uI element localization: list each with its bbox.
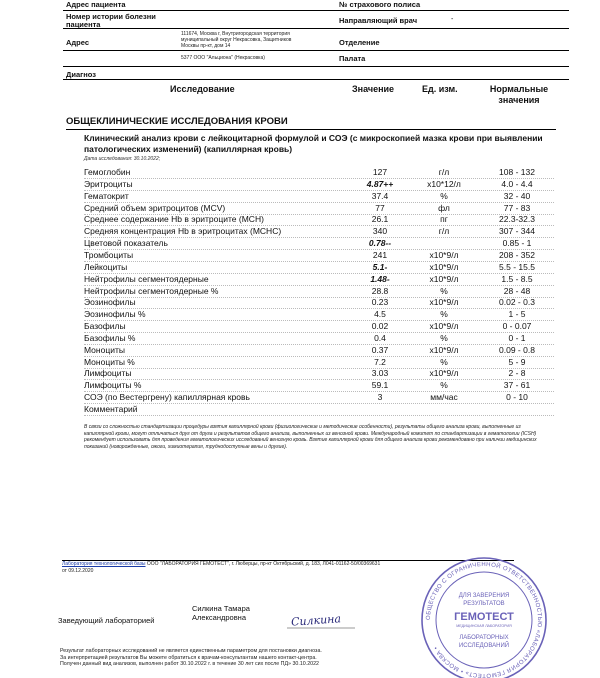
table-row bbox=[84, 250, 554, 262]
head-name-line2: Александровна bbox=[192, 613, 246, 622]
result-ref: 1.5 - 8.5 bbox=[501, 273, 533, 284]
table-row bbox=[84, 297, 554, 309]
lab-date: от 09.12.2020 bbox=[62, 567, 94, 574]
lab-stamp bbox=[419, 555, 549, 678]
result-ref: 4.0 - 4.4 bbox=[501, 178, 533, 189]
result-name: Гемоглобин bbox=[84, 167, 131, 177]
result-ref: 307 - 344 bbox=[499, 226, 535, 237]
result-name: Тромбоциты bbox=[84, 249, 134, 260]
result-ref: 28 - 48 bbox=[503, 285, 531, 296]
result-unit: x10*9/л bbox=[429, 261, 459, 272]
result-name: Базофилы bbox=[84, 321, 126, 332]
result-ref: 5.5 - 15.5 bbox=[499, 261, 535, 272]
header-row-ward bbox=[63, 50, 569, 65]
result-name: Базофилы % bbox=[84, 332, 136, 343]
result-unit: % bbox=[440, 309, 448, 320]
table-row bbox=[84, 262, 554, 274]
result-ref: 77 - 83 bbox=[503, 202, 531, 213]
stamp-brand-sub: МЕДИЦИНСКАЯ ЛАБОРАТОРИЯ bbox=[456, 624, 512, 628]
result-unit: x10*9/л bbox=[429, 273, 459, 284]
result-value: 26.1 bbox=[371, 214, 389, 225]
table-row bbox=[84, 321, 554, 333]
result-unit: фл bbox=[438, 202, 450, 213]
bottom-line-3: Получен данный вид анализов, выполнен работ 30.10.2022 г. в течение 30 лет сих после ПД» 30.10.2022 bbox=[60, 661, 319, 668]
result-value: 0.02 bbox=[371, 321, 389, 332]
result-value: 5.1- bbox=[372, 261, 388, 272]
bottom-line-2: За интерпретацией результатов Вы можете обратиться к врачам-консультантам нашего контакт-центра. bbox=[60, 654, 317, 661]
result-name: Средняя концентрация Hb в эритроцитах (MCHC) bbox=[84, 226, 282, 237]
result-ref: 0 - 1 bbox=[508, 332, 526, 343]
bottom-line-1: Результат лабораторных исследований не является единственным параметром для постановки диагноза. bbox=[60, 648, 322, 654]
result-ref: 1 - 5 bbox=[508, 309, 526, 320]
address-label: Адрес bbox=[66, 38, 90, 47]
result-unit: г/л bbox=[438, 226, 450, 237]
table-row bbox=[84, 238, 554, 250]
result-name: Эозинофилы bbox=[84, 297, 136, 308]
diagnosis-label: Диагноз bbox=[66, 70, 96, 79]
result-unit: % bbox=[440, 285, 448, 296]
result-unit: x10*9/л bbox=[429, 249, 459, 260]
table-row bbox=[84, 368, 554, 380]
stamp-top-text: ДЛЯ ЗАВЕРЕНИЯ bbox=[458, 593, 510, 599]
table-row bbox=[84, 404, 554, 416]
stamp-top-text2: РЕЗУЛЬТАТОВ bbox=[463, 601, 505, 607]
bottom-disclaimer bbox=[60, 648, 430, 668]
signature-handwriting: Силкина bbox=[290, 612, 342, 629]
result-ref: 2 - 8 bbox=[508, 368, 526, 379]
clinic-value: 5377 ООО "Альциона" (Некрасовка) bbox=[181, 55, 265, 61]
col-test: Исследование bbox=[170, 84, 235, 94]
result-value: 3 bbox=[377, 392, 383, 403]
head-name-line1: Силкина Тамара bbox=[192, 604, 250, 613]
address-line-3: Москвы пр-кт, дом 14 bbox=[181, 43, 231, 49]
result-name: Нейтрофилы сегментоядерные % bbox=[84, 285, 219, 296]
result-value: 28.8 bbox=[371, 285, 389, 296]
table-row bbox=[84, 392, 554, 404]
lab-text: ООО "ЛАБОРАТОРИЯ ГЕМОТЕСТ", г. Люберцы, пр-кт Октябрьский, д. 183, Л041-01162-50/00369631 bbox=[146, 561, 381, 567]
address-line-1: 111674, Москва г, Внутригородская территория bbox=[181, 31, 290, 37]
table-row bbox=[84, 274, 554, 286]
result-value: 4.5 bbox=[374, 309, 386, 320]
result-unit: пг bbox=[440, 214, 448, 225]
result-ref: 22.3-32.3 bbox=[499, 214, 535, 225]
result-value: 241 bbox=[372, 249, 388, 260]
stamp-bottom-text2: ИССЛЕДОВАНИЙ bbox=[458, 643, 510, 649]
result-name: Средний объем эритроцитов (MCV) bbox=[84, 202, 226, 213]
result-unit: x10*9/л bbox=[429, 344, 459, 355]
capillary-note: В связи со сложностью стандартизации процедуры взятия капиллярной крови (физиологические и методические особенности), результаты общего анализа крови, выполненные из капиллярной крови, могут отличаться друг от друга и результатов общего анализа, выполненных из венозной крови. Международный комитет по стандартизации в гематологии (ICSH) рекомендует использовать для проведения гематологических исследований венозную кровь. Взятие капиллярной крови для общего анализа крови рекомендовано при наличии медицинских показаний (новорожденные, ожоги, химиотерапия, труднодоступные вены и другие). bbox=[84, 424, 537, 450]
header-row-history bbox=[63, 10, 569, 28]
policy-label: № страхового полиса bbox=[339, 0, 421, 9]
section-title: ОБЩЕКЛИНИЧЕСКИЕ ИССЛЕДОВАНИЯ КРОВИ bbox=[66, 116, 556, 130]
stamp-ring-text: ОБЩЕСТВО С ОГРАНИЧЕННОЙ ОТВЕТСТВЕННОСТЬЮ «ЛАБОРАТОРИЯ ГЕМОТЕСТ» • МОСКВА • bbox=[425, 561, 543, 678]
result-unit: x10*12/л bbox=[427, 178, 461, 189]
head-name bbox=[192, 604, 250, 622]
result-value: 37.4 bbox=[371, 190, 389, 201]
result-name: Эритроциты bbox=[84, 178, 133, 189]
result-unit: x10*9/л bbox=[429, 297, 459, 308]
header-row-address bbox=[63, 0, 569, 10]
table-row bbox=[84, 214, 554, 226]
result-name: Моноциты % bbox=[84, 356, 135, 367]
result-unit: % bbox=[440, 332, 448, 343]
result-ref: 208 - 352 bbox=[499, 249, 535, 260]
doctor-value: - bbox=[451, 16, 454, 23]
table-row bbox=[84, 333, 554, 345]
result-name: Лейкоциты bbox=[84, 261, 128, 272]
result-ref: 0 - 10 bbox=[506, 392, 528, 403]
lab-link[interactable]: Лаборатория технологической базы bbox=[62, 561, 146, 567]
table-row bbox=[84, 380, 554, 392]
header-row-address2 bbox=[63, 28, 569, 50]
table-row bbox=[84, 309, 554, 321]
result-value: 59.1 bbox=[371, 380, 389, 391]
result-value: 77 bbox=[375, 202, 385, 213]
result-value: 340 bbox=[372, 226, 388, 237]
result-value: 127 bbox=[372, 167, 388, 177]
result-name: Среднее содержание Hb в эритроците (MCH) bbox=[84, 214, 264, 225]
result-value: 0.37 bbox=[371, 344, 389, 355]
col-ref bbox=[484, 84, 554, 106]
result-name: Эозинофилы % bbox=[84, 309, 146, 320]
result-ref: 0.85 - 1 bbox=[502, 238, 532, 249]
result-unit: % bbox=[440, 356, 448, 367]
result-value: 0.23 bbox=[371, 297, 389, 308]
result-name: Цветовой показатель bbox=[84, 238, 168, 249]
ward-label: Палата bbox=[339, 54, 366, 63]
table-row bbox=[84, 179, 554, 191]
result-ref: 108 - 132 bbox=[499, 167, 535, 177]
table-row bbox=[84, 357, 554, 369]
table-row bbox=[84, 226, 554, 238]
table-row bbox=[84, 286, 554, 298]
header-row-diagnosis bbox=[63, 66, 569, 80]
col-ref-line1: Нормальные bbox=[489, 84, 549, 94]
result-value: 4.87++ bbox=[366, 178, 394, 189]
table-row bbox=[84, 203, 554, 215]
result-value: 0.78-- bbox=[368, 238, 392, 249]
result-name: Моноциты bbox=[84, 344, 125, 355]
signature-image bbox=[285, 606, 357, 632]
stamp-brand: ГЕМОТЕСТ bbox=[454, 611, 514, 623]
result-value: 7.2 bbox=[374, 356, 386, 367]
result-value: 3.03 bbox=[371, 368, 389, 379]
head-role: Заведующий лабораторией bbox=[58, 616, 155, 625]
result-unit: г/л bbox=[438, 167, 450, 177]
table-row bbox=[84, 345, 554, 357]
test-subtitle: Клинический анализ крови с лейкоцитарной формулой и СОЭ (с микроскопией мазка крови при выявлении патологических изменений) (капиллярная кровь) bbox=[84, 133, 543, 154]
result-name: Комментарий bbox=[84, 404, 138, 414]
result-ref: 5 - 9 bbox=[508, 356, 526, 367]
col-unit: Ед. изм. bbox=[422, 84, 458, 94]
result-ref: 0.09 - 0.8 bbox=[499, 344, 535, 355]
history-label: Номер истории болезни пациента bbox=[66, 12, 156, 29]
department-label: Отделение bbox=[339, 38, 380, 47]
result-unit: x10*9/л bbox=[429, 368, 459, 379]
result-name: Лимфоциты bbox=[84, 368, 132, 379]
result-unit: x10*9/л bbox=[429, 321, 459, 332]
result-ref: 0 - 0.07 bbox=[502, 321, 532, 332]
result-name: Нейтрофилы сегментоядерные bbox=[84, 273, 209, 284]
patient-address-label: Адрес пациента bbox=[66, 0, 126, 9]
col-value: Значение bbox=[352, 84, 395, 94]
table-row bbox=[84, 167, 554, 179]
result-unit: % bbox=[440, 380, 448, 391]
col-ref-line2: значения bbox=[498, 95, 540, 105]
result-unit: мм/час bbox=[430, 392, 458, 403]
result-name: СОЭ (по Вестергрену) капиллярная кровь bbox=[84, 392, 250, 403]
result-value: 1.48- bbox=[370, 273, 390, 284]
stamp-bottom-text: ЛАБОРАТОРНЫХ bbox=[459, 635, 509, 641]
result-name: Лимфоциты % bbox=[84, 380, 142, 391]
address-line-2: муниципальный округ Некрасовка, Защитников bbox=[181, 37, 292, 43]
doctor-label: Направляющий врач bbox=[339, 16, 418, 25]
table-row bbox=[84, 191, 554, 203]
study-date: Дата исследования: 30.10.2022; bbox=[84, 156, 161, 162]
result-value: 0.4 bbox=[374, 332, 386, 343]
result-ref: 37 - 61 bbox=[503, 380, 531, 391]
result-ref: 32 - 40 bbox=[503, 190, 531, 201]
result-ref: 0.02 - 0.3 bbox=[499, 297, 535, 308]
result-name: Гематокрит bbox=[84, 190, 129, 201]
result-unit: % bbox=[440, 190, 448, 201]
